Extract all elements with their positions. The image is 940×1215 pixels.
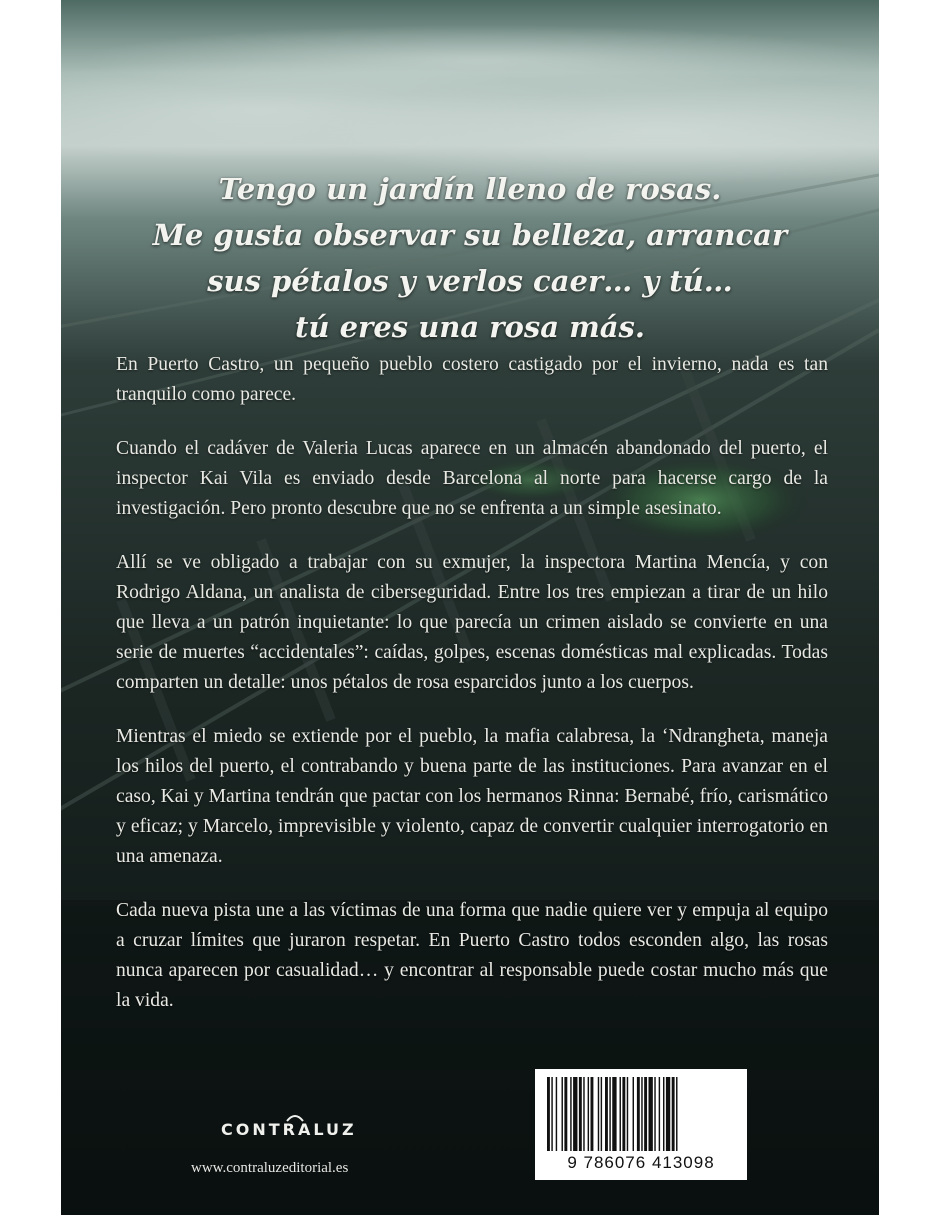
barcode-bar: [612, 1077, 616, 1151]
barcode-bar: [573, 1077, 577, 1151]
barcode-bars: [535, 1069, 747, 1153]
synopsis-paragraph: En Puerto Castro, un pequeño pueblo costero castigado por el invierno, nada es tan tranquilo como parece.: [116, 354, 828, 405]
barcode-bar: [564, 1077, 567, 1151]
barcode-bar: [641, 1077, 642, 1151]
barcode-bar: [609, 1077, 610, 1151]
barcode-bar: [588, 1077, 589, 1151]
barcode-bar: [633, 1077, 634, 1151]
quote-line: tú eres una rosa más.: [295, 310, 645, 344]
synopsis-paragraph: Allí se ve obligado a trabajar con su exmujer, la inspectora Martina Mencía, y con Rodrigo Aldana, un analista de ciberseguridad. Entre los tres empiezan a tirar de un hilo que lleva a un patrón inquietante: lo que parecía un crimen aislado se convierte en una serie de muertes “accidentales”: caídas, golpes, escenas domésticas mal explicadas. Todas comparten un detalle: unos pétalos de rosa esparcidos junto a los cuerpos.: [116, 552, 828, 693]
epigraph-quote: [61, 166, 879, 350]
publisher-logo: CONTRALUZ: [221, 1120, 357, 1139]
barcode-bar: [622, 1077, 625, 1151]
synopsis: [116, 350, 828, 1040]
barcode-bar: [666, 1077, 670, 1151]
barcode-bar: [649, 1077, 653, 1151]
isbn-barcode: [535, 1069, 747, 1180]
barcode-bar: [672, 1077, 675, 1151]
barcode-bar: [627, 1077, 628, 1151]
synopsis-paragraph: Mientras el miedo se extiende por el pueblo, la mafia calabresa, la ‘Ndrangheta, maneja los hilos del puerto, el contrabando y buena parte de las instituciones. Para avanzar en el caso, Kai y Martina tendrán que pactar con los hermanos Rinna: Bernabé, frío, carismático y eficaz; y Marcelo, imprevisible y violento, capaz de convertir cualquier interrogatorio en una amenaza.: [116, 726, 828, 867]
barcode-bar: [637, 1077, 640, 1151]
barcode-bar: [659, 1077, 660, 1151]
quote-line: Me gusta observar su belleza, arrancar: [152, 218, 788, 252]
barcode-bar: [579, 1077, 582, 1151]
barcode-bar: [663, 1077, 664, 1151]
barcode-bar: [583, 1077, 584, 1151]
isbn-number: 9 786076 413098: [567, 1153, 715, 1172]
barcode-bar: [562, 1077, 563, 1151]
quote-line: sus pétalos y verlos caer… y tú…: [207, 264, 733, 298]
publisher-website: www.contraluzeditorial.es: [191, 1160, 349, 1176]
barcode-bar: [605, 1077, 608, 1151]
synopsis-paragraph: Cuando el cadáver de Valeria Lucas aparece en un almacén abandonado del puerto, el inspector Kai Vila es enviado desde Barcelona al norte para hacerse cargo de la investigación. Pero pronto descubre que no se enfrenta a un simple asesinato.: [116, 438, 828, 519]
barcode-bar: [551, 1077, 552, 1151]
barcode-bar: [547, 1077, 550, 1151]
barcode-bar: [601, 1077, 602, 1151]
barcode-bar: [591, 1077, 594, 1151]
barcode-bar: [556, 1077, 557, 1151]
synopsis-paragraph: Cada nueva pista une a las víctimas de una forma que nadie quiere ver y empuja al equipo a cruzar límites que juraron respetar. En Puerto Castro todos esconden algo, las rosas nunca aparecen por casualidad… y encontrar al responsable puede costar mucho más que la vida.: [116, 900, 828, 1011]
barcode-bar: [620, 1077, 621, 1151]
barcode-bar: [598, 1077, 599, 1151]
barcode-bar: [644, 1077, 647, 1151]
barcode-bar: [676, 1077, 677, 1151]
back-cover: [61, 0, 879, 1215]
quote-line: Tengo un jardín lleno de rosas.: [218, 172, 722, 206]
barcode-bar: [654, 1077, 655, 1151]
barcode-bar: [570, 1077, 571, 1151]
